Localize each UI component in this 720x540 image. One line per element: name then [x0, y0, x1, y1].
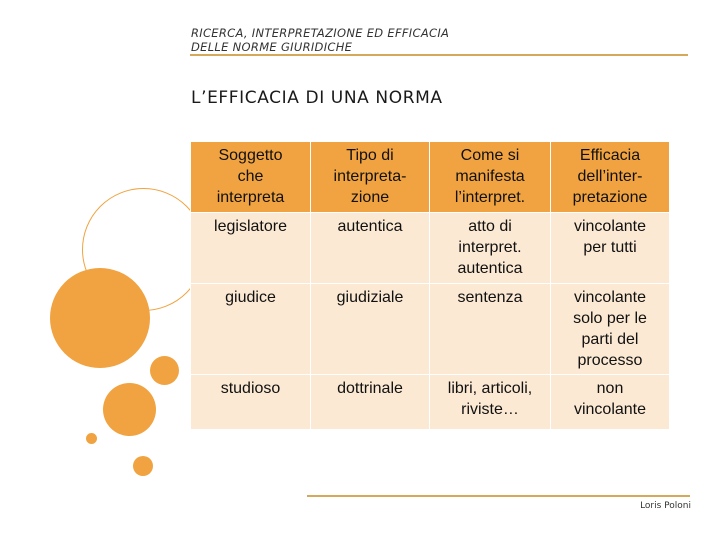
- table-cell: [191, 213, 311, 284]
- header-type: [311, 142, 430, 213]
- table-cell: [551, 284, 670, 375]
- header-manifestation: [430, 142, 551, 213]
- header-text: interpreta-: [333, 168, 407, 185]
- header-text: dell’inter-: [577, 168, 643, 185]
- table-cell: [191, 375, 311, 430]
- table-row: [191, 375, 670, 430]
- cell-text: processo: [577, 352, 643, 369]
- cell-text: parti del: [581, 331, 639, 348]
- header-text: Soggetto: [218, 147, 283, 164]
- header-text: Come si: [460, 147, 520, 164]
- table-header-row: [191, 142, 670, 213]
- decor-circle-small: [150, 356, 179, 385]
- cell-text: autentica: [337, 218, 403, 235]
- table-cell: [311, 284, 430, 375]
- table-cell: [311, 375, 430, 430]
- cell-text: sentenza: [457, 289, 523, 306]
- cell-text: autentica: [457, 260, 523, 277]
- header-text: interpreta: [216, 189, 285, 206]
- decor-circle-large: [50, 268, 150, 368]
- header-title: [191, 26, 591, 54]
- table-cell: [551, 213, 670, 284]
- cell-text: dottrinale: [337, 380, 403, 397]
- cell-text: libri, articoli,: [447, 380, 533, 397]
- table-cell: [191, 284, 311, 375]
- cell-text: riviste…: [461, 401, 519, 418]
- table-cell: [430, 284, 551, 375]
- header-title-line2: DELLE NORME GIURIDICHE: [191, 40, 353, 54]
- cell-text: studioso: [220, 380, 281, 397]
- table-cell: [551, 375, 670, 430]
- table-cell: [311, 213, 430, 284]
- cell-text: solo per le: [573, 310, 647, 327]
- header-divider: [190, 54, 688, 56]
- cell-text: vincolante: [573, 401, 647, 418]
- table-cell: [430, 375, 551, 430]
- cell-text: per tutti: [583, 239, 637, 256]
- header-text: pretazione: [572, 189, 648, 206]
- header-title-line1: RICERCA, INTERPRETAZIONE ED EFFICACIA: [191, 26, 450, 40]
- cell-text: giudiziale: [336, 289, 404, 306]
- footer-author: Loris Poloni: [640, 501, 691, 511]
- header-text: Efficacia: [579, 147, 641, 164]
- header-text: l’interpret.: [454, 189, 526, 206]
- table-cell: [430, 213, 551, 284]
- table-row: [191, 213, 670, 284]
- header-text: Tipo di: [346, 147, 394, 164]
- header-text: zione: [350, 189, 390, 206]
- cell-text: non: [596, 380, 624, 397]
- cell-text: vincolante: [573, 289, 647, 306]
- header-efficacy: [551, 142, 670, 213]
- header-text: manifesta: [455, 168, 525, 185]
- slide-title: L’EFFICACIA DI UNA NORMA: [191, 88, 443, 108]
- efficacy-table: [190, 141, 670, 430]
- header-text: che: [237, 168, 264, 185]
- cell-text: legislatore: [214, 218, 287, 235]
- table-row: [191, 284, 670, 375]
- footer-divider: [307, 495, 690, 497]
- cell-text: vincolante: [573, 218, 647, 235]
- header-subject: [191, 142, 311, 213]
- decor-dot-2: [133, 456, 153, 476]
- cell-text: giudice: [225, 289, 276, 306]
- cell-text: interpret.: [458, 239, 522, 256]
- decor-circle-medium: [103, 383, 156, 436]
- cell-text: atto di: [468, 218, 512, 235]
- decor-dot-1: [86, 433, 97, 444]
